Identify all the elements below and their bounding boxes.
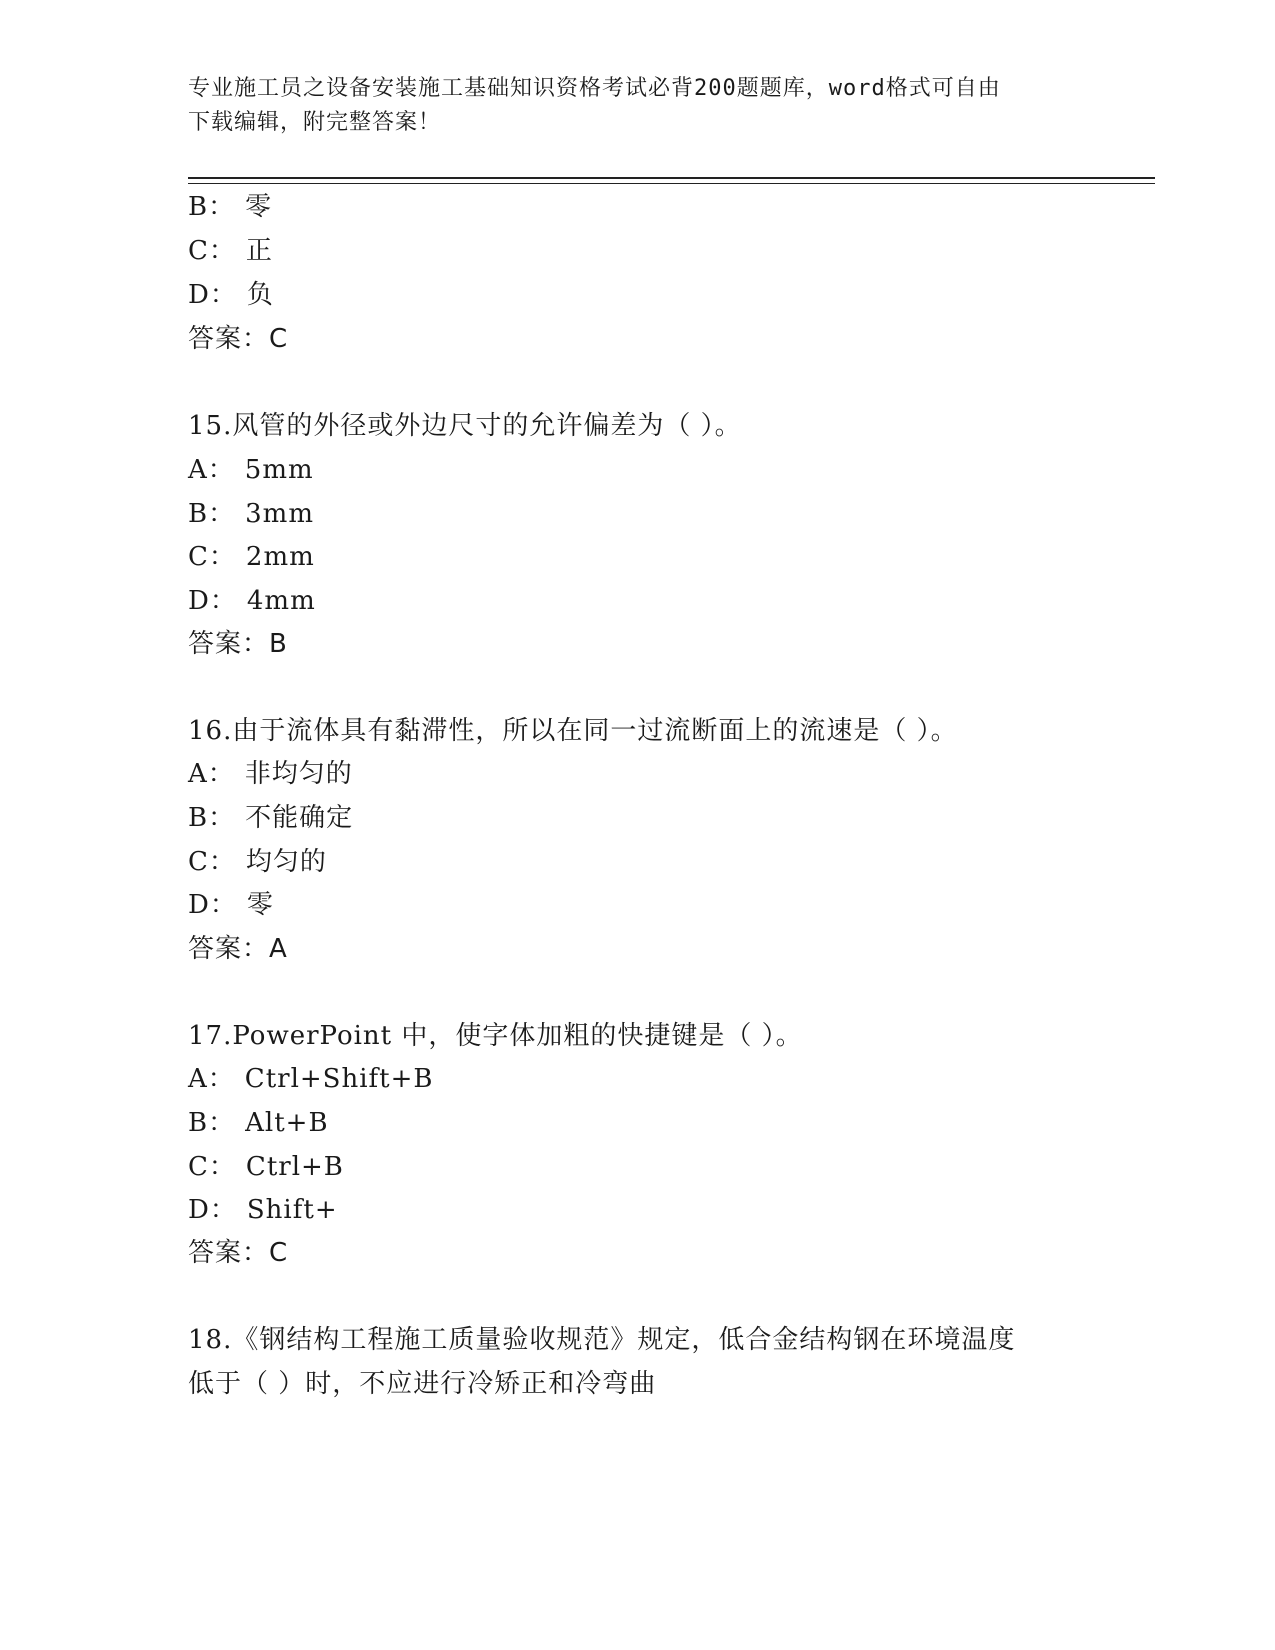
answer-15: 答案：B (188, 629, 288, 659)
header-divider-thin (188, 183, 1155, 184)
question-17: 17.PowerPoint 中，使字体加粗的快捷键是（ ）。 (188, 1021, 803, 1051)
option-16-d: D： 零 (188, 890, 274, 920)
answer-16: 答案：A (188, 934, 288, 964)
option-15-c: C： 2mm (188, 542, 315, 572)
header-line-1: 专业施工员之设备安装施工基础知识资格考试必背200题题库，word格式可自由 (188, 76, 1001, 101)
option-prev-b: B： 零 (188, 192, 273, 222)
header-divider-thick (188, 177, 1155, 179)
question-16: 16.由于流体具有黏滞性，所以在同一过流断面上的流速是（ ）。 (188, 716, 958, 746)
option-17-c: C： Ctrl+B (188, 1152, 344, 1182)
document-header (188, 72, 1068, 140)
option-prev-c: C： 正 (188, 236, 273, 266)
option-17-b: B： Alt+B (188, 1108, 329, 1138)
header-line-2: 下载编辑，附完整答案！ (188, 110, 442, 135)
answer-17: 答案：C (188, 1238, 289, 1268)
option-16-a: A： 非均匀的 (188, 759, 353, 789)
question-15: 15.风管的外径或外边尺寸的允许偏差为（ ）。 (188, 411, 742, 441)
option-16-c: C： 均匀的 (188, 847, 327, 877)
option-prev-d: D： 负 (188, 280, 274, 310)
option-16-b: B： 不能确定 (188, 803, 354, 833)
option-17-a: A： Ctrl+Shift+B (188, 1064, 434, 1094)
question-18-line-1: 18.《钢结构工程施工质量验收规范》规定，低合金结构钢在环境温度 (188, 1325, 1016, 1355)
question-18-line-2: 低于（ ）时，不应进行冷矫正和冷弯曲 (188, 1369, 657, 1399)
option-15-d: D： 4mm (188, 586, 316, 616)
option-17-d: D： Shift+ (188, 1195, 338, 1225)
option-15-a: A： 5mm (188, 455, 314, 485)
answer-prev: 答案：C (188, 324, 289, 354)
option-15-b: B： 3mm (188, 499, 314, 529)
